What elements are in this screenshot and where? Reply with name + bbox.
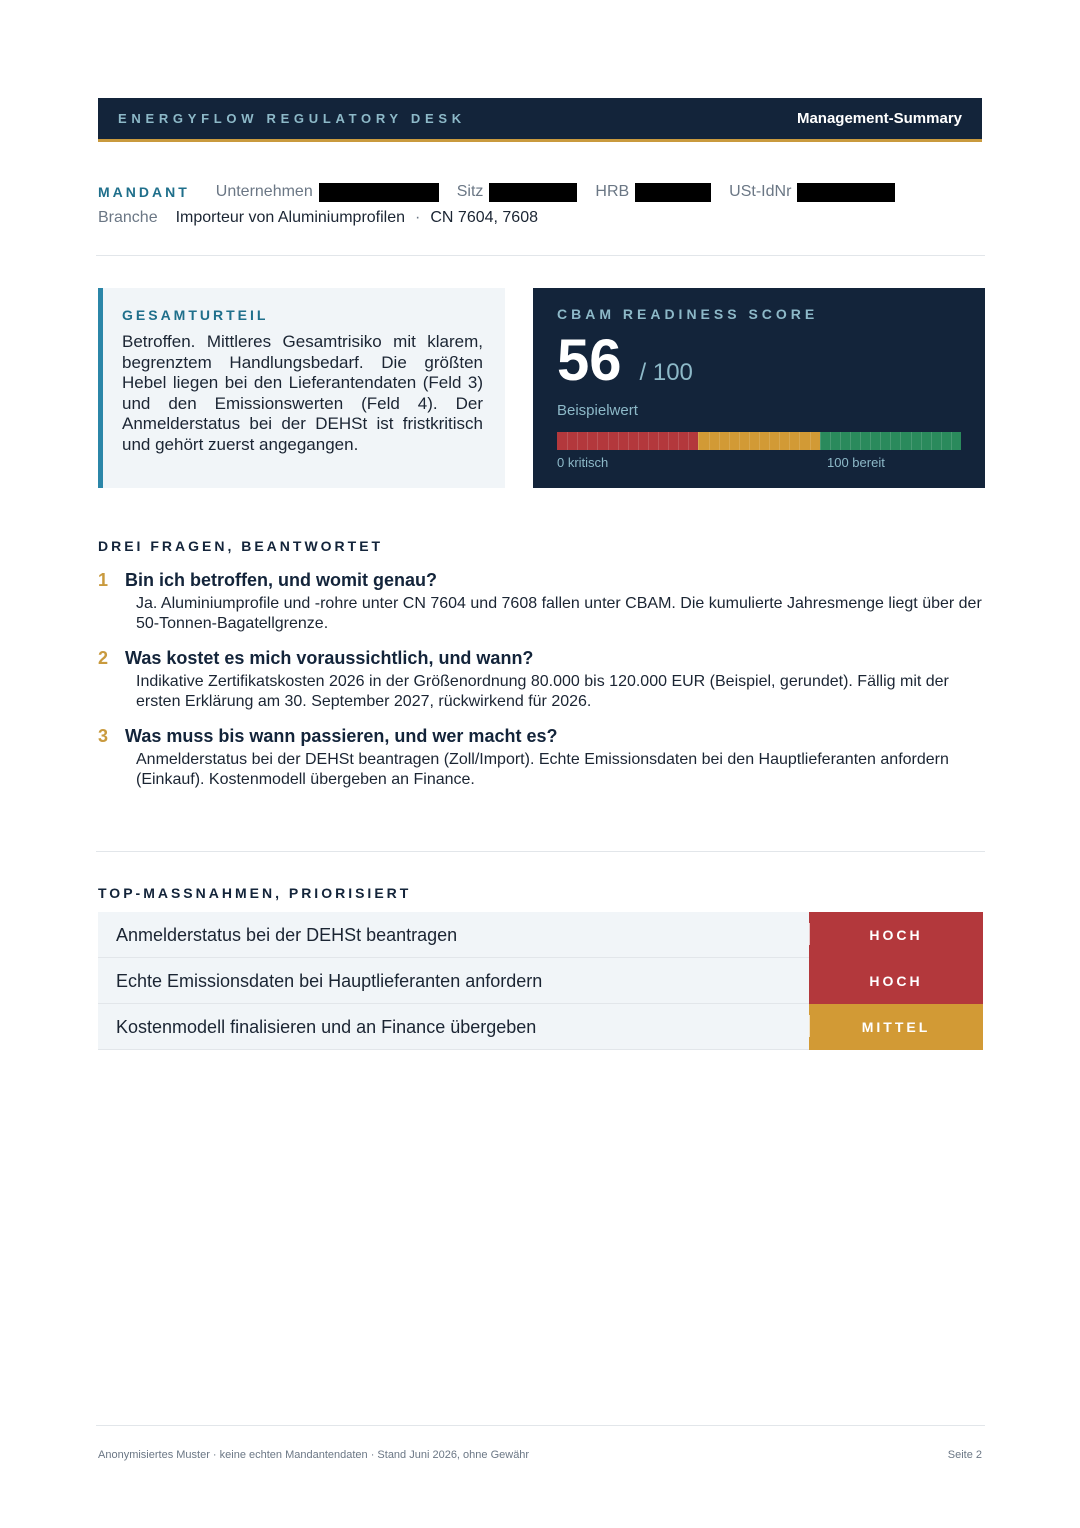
score-bar-tick [739,432,740,450]
answer-text: Ja. Aluminiumprofile und -rohre unter CN 7604 und 7608 fallen unter CBAM. Die kumulierte Jahresmenge liegt über der 50-Tonnen-Bagatellgrenze. [136,595,982,632]
score-bar-tick [658,432,659,450]
score-bar-tick [587,432,588,450]
question-item [98,648,988,712]
verdict-title: GESAMTURTEIL [122,307,269,323]
company-key: Unternehmen [215,183,313,200]
score-bar-tick [921,432,922,450]
seat-redaction [489,183,577,202]
footer-disclaimer: Anonymisiertes Muster · keine echten Mandantendaten · Stand Juni 2026, ohne Gewähr [98,1449,530,1461]
page-number: Seite 2 [947,1449,982,1461]
measures-table [98,912,983,1050]
score-bar-tick [729,432,730,450]
score-title: CBAM READINESS SCORE [557,306,819,322]
badge-edge [809,923,810,945]
score-bar-tick [618,432,619,450]
score-bar-tick [810,432,811,450]
hrb-redaction [635,183,711,202]
score-value: 56 [557,328,622,393]
score-bar-tick [951,432,952,450]
mandant-label: MANDANT [98,184,190,200]
cn-codes: CN 7604, 7608 [430,209,538,226]
score-max: / 100 [639,359,693,386]
question-number: 2 [98,648,109,668]
score-bar-tick [577,432,578,450]
vat-key: USt-IdNr [729,183,792,200]
score-bar-tick [860,432,861,450]
questions-title: DREI FRAGEN, BEANTWORTET [98,538,384,554]
hrb-key: HRB [595,183,630,200]
question-item [98,570,988,634]
score-bar-tick [890,432,891,450]
score-bar-tick [668,432,669,450]
score-bar-tick [698,432,699,450]
seat-key: Sitz [456,183,484,200]
score-bar-tick [628,432,629,450]
divider [96,851,985,852]
score-bar-tick [597,432,598,450]
scale-max-label: 100 bereit [827,455,885,470]
priority-badge [809,1004,983,1050]
badge-edge [809,1015,810,1037]
score-bar-tick [870,432,871,450]
score-bar-tick [749,432,750,450]
table-row [98,1004,983,1050]
measure-text: Echte Emissionsdaten bei Hauptlieferanten anfordern [116,971,543,991]
priority-badge [809,912,983,958]
question-item [98,726,988,790]
score-bar-tick [638,432,639,450]
question-number: 3 [98,726,109,746]
score-bar-tick [769,432,770,450]
table-row [98,912,983,958]
score-bar-tick [900,432,901,450]
score-bar-tick [830,432,831,450]
company-redaction [319,183,439,202]
scale-min-label: 0 kritisch [557,455,609,470]
score-bar-tick [759,432,760,450]
measure-text: Anmelderstatus bei der DEHSt beantragen [116,925,458,945]
answer-text: Anmelderstatus bei der DEHSt beantragen (Zoll/Import). Echte Emissionsdaten bei den Hauptlieferanten anfordern (Einkauf). Kostenmodell übergeben an Finance. [136,751,949,788]
score-bar-tick [567,432,568,450]
score-bar-tick [880,432,881,450]
mandant-row [98,181,895,203]
score-bar-tick [648,432,649,450]
readiness-score-box [533,288,985,488]
measures-title: TOP-MASSNAHMEN, PRIORISIERT [98,885,412,901]
score-bar-tick [709,432,710,450]
priority-label: MITTEL [861,1019,931,1035]
score-bar-tick [719,432,720,450]
score-note: Beispielwert [557,402,638,419]
branche-value: Importeur von Aluminiumprofilen [175,209,406,226]
answer-text: Indikative Zertifikatskosten 2026 in der Größenordnung 80.000 bis 120.000 EUR (Beispiel, gerundet). Fällig mit der ersten Erklärung am 30. September 2027, rückwirkend für 2026. [136,673,949,710]
verdict-box [98,288,505,488]
score-bar-tick [850,432,851,450]
score-bar-tick [799,432,800,450]
question-number: 1 [98,570,109,590]
section-title: Management-Summary [796,110,962,127]
score-bar-tick [688,432,689,450]
verdict-text: Betroffen. Mittleres Gesamtrisiko mit klarem, begrenztem Handlungsbedarf. Die größten Hebel liegen bei den Lieferantendaten (Feld 3) und den Emissionswerten (Feld 4). Der Anmelderstatus bei der DEHSt ist fristkritisch und gehört zuerst angegangen. [122,332,483,454]
branche-key: Branche [98,209,158,226]
score-bar-tick [789,432,790,450]
priority-label: HOCH [869,973,923,989]
divider [96,1425,985,1426]
question-text: Was muss bis wann passieren, und wer macht es? [125,726,558,746]
question-text: Was kostet es mich voraussichtlich, und wann? [125,648,534,668]
question-text: Bin ich betroffen, und womit genau? [125,570,437,590]
vat-redaction [797,183,895,202]
score-bar-tick [931,432,932,450]
score-scale-bar [557,432,961,450]
score-bar-tick [678,432,679,450]
branche-row [98,207,538,229]
score-bar-tick [779,432,780,450]
score-bar-tick [608,432,609,450]
score-bar-tick [820,432,821,450]
priority-label: HOCH [869,927,923,943]
page-header [98,98,982,142]
score-bar-tick [840,432,841,450]
measure-text: Kostenmodell finalisieren und an Finance übergeben [116,1017,537,1037]
score-bar-tick [911,432,912,450]
table-row [98,958,983,1004]
separator-dot: · [415,209,421,226]
divider [96,255,985,256]
brand-name: ENERGYFLOW REGULATORY DESK [118,111,466,126]
priority-badge [809,958,983,1004]
score-bar-tick [941,432,942,450]
